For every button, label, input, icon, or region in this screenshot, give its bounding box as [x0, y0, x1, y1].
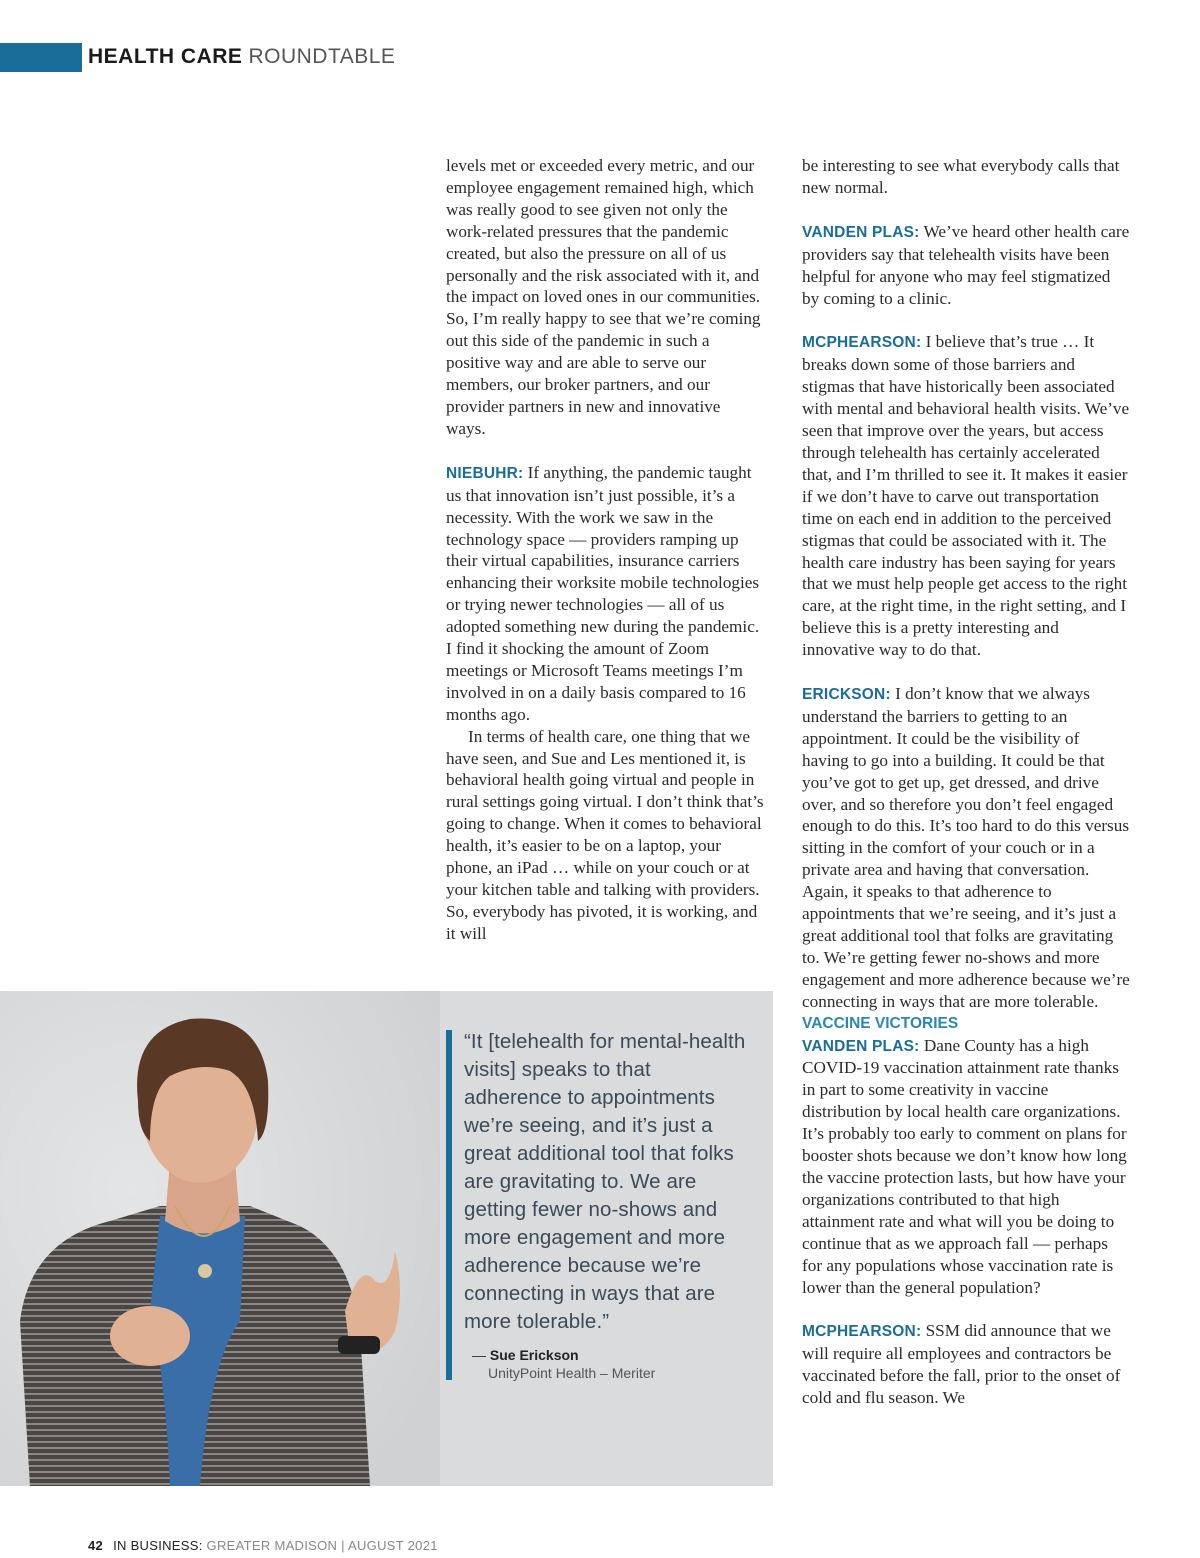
- paragraph: [802, 331, 1130, 661]
- speaker-name: MCPHEARSON:: [802, 1323, 922, 1341]
- paragraph: levels met or exceeded every metric, and our employee engagement remained high, which was really good to see given not only the work-related pressures that the pandemic created, but also the pressure on all of us personally and the risk associated with it, and the impact on loved ones in our communities. So, I’m really happy to see that we’re coming out this side of the pandemic in such a positive way and are able to serve our members, our broker partners, and our provider partners in new and innovative ways.: [446, 156, 761, 438]
- page-footer: [88, 1538, 438, 1553]
- attribution-organization: UnityPoint Health – Meriter: [488, 1365, 656, 1381]
- article-column-1: [446, 155, 764, 945]
- speaker-name: ERICKSON:: [802, 686, 891, 704]
- paragraph: [802, 221, 1130, 310]
- speaker-name: VANDEN PLAS:: [802, 1037, 920, 1055]
- paragraph: [446, 462, 764, 726]
- edition-info: GREATER MADISON | AUGUST 2021: [202, 1538, 438, 1553]
- header-color-bar: [0, 43, 82, 72]
- magazine-name: IN BUSINESS:: [113, 1538, 203, 1553]
- page-number: 42: [88, 1538, 104, 1553]
- paragraph-text: SSM did announce that we will require all employees and contractors be vaccinated before the fall, prior to the onset of cold and flu season. We: [802, 1321, 1121, 1408]
- article-column-2: [802, 155, 1130, 1409]
- speaker-photo: [0, 991, 440, 1486]
- speaker-name: VANDEN PLAS:: [802, 223, 920, 241]
- section-subhead: VACCINE VICTORIES: [802, 1014, 959, 1032]
- paragraph-text: I believe that’s true … It breaks down some of those barriers and stigmas that have historically been associated with mental and behavioral health visits. We’ve seen that improve over the years, but access through telehealth has certainly accelerated that, and I’m thrilled to see it. It makes it easier if we don’t have to carve out transportation time on each end in addition to the perceived stigmas that could be associated with it. The health care industry has been saying for years that we must help people get access to the right care, at the right time, in the right setting, and I believe this is a pretty interesting and innovative way to do that.: [802, 332, 1130, 660]
- paragraph-text: We’ve heard other health care providers say that telehealth visits have been helpful for anyone who may feel stigmatized by coming to a clinic.: [802, 221, 1130, 308]
- paragraph-text: Dane County has a high COVID-19 vaccination attainment rate thanks in part to some creativity in vaccine distribution by local health care organizations. It’s probably too early to comment on plans for booster shots because we don’t know how long the vaccine protection lasts, but how have your organizations contributed to that high attainment rate and what will you be doing to continue that as we approach fall — perhaps for any populations whose vaccination rate is lower than the general population?: [802, 1035, 1127, 1297]
- paragraph: [802, 683, 1130, 1013]
- paragraph: [802, 1320, 1130, 1409]
- paragraph-text: If anything, the pandemic taught us that innovation isn’t just possible, it’s a necessity. With the work we saw in the technology space — providers ramping up their virtual capabilities, insurance carriers enhancing their worksite mobile technologies or trying newer technologies — all of us adopted something new during the pandemic. I find it shocking the amount of Zoom meetings or Microsoft Teams meetings I’m involved in on a daily basis compared to 16 months ago.: [446, 462, 760, 724]
- paragraph: be interesting to see what everybody calls that new normal.: [802, 156, 1120, 197]
- section-header: [88, 45, 395, 69]
- section-title-light: ROUNDTABLE: [248, 45, 396, 68]
- pullquote-text: “It [telehealth for mental-health visits] speaks to that adherence to appointments we’re seeing, and it’s just a great additional tool that folks are gravitating to. We are getting fewer no-shows and more engagement and more adherence because we’re connecting in ways that are more tolerable.”: [464, 1030, 746, 1333]
- paragraph-text: I don’t know that we always understand the barriers to getting to an appointment. It could be the visibility of having to go into a building. It could be that you’ve got to get up, get dressed, and drive over, and so therefore you don’t feel engaged enough to do this. It’s too hard to do this versus sitting in the comfort of your couch or in a private area and having that conversation. Again, it speaks to that adherence to appointments that we’re seeing, and it’s just a great additional tool that folks are gravitating to. We’re getting fewer no-shows and more engagement and more adherence because we’re connecting in ways that are more tolerable.: [802, 684, 1130, 1011]
- speaker-name: NIEBUHR:: [446, 464, 524, 482]
- pullquote-accent-bar: [446, 1030, 452, 1380]
- paragraph: [802, 1035, 1130, 1299]
- pullquote-attribution: [472, 1347, 579, 1363]
- paragraph: In terms of health care, one thing that we have seen, and Sue and Les mentioned it, is behavioral health going virtual and people in rural settings going virtual. I don’t think that’s going to change. When it comes to behavioral health, it’s easier to be on a laptop, your phone, an iPad … while on your couch or at your kitchen table and talking with providers. So, everybody has pivoted, it is working, and it will: [446, 726, 764, 943]
- attribution-dash: —: [472, 1347, 490, 1363]
- section-title-strong: HEALTH CARE: [88, 45, 243, 68]
- attribution-name: Sue Erickson: [489, 1347, 579, 1363]
- speaker-name: MCPHEARSON:: [802, 334, 922, 352]
